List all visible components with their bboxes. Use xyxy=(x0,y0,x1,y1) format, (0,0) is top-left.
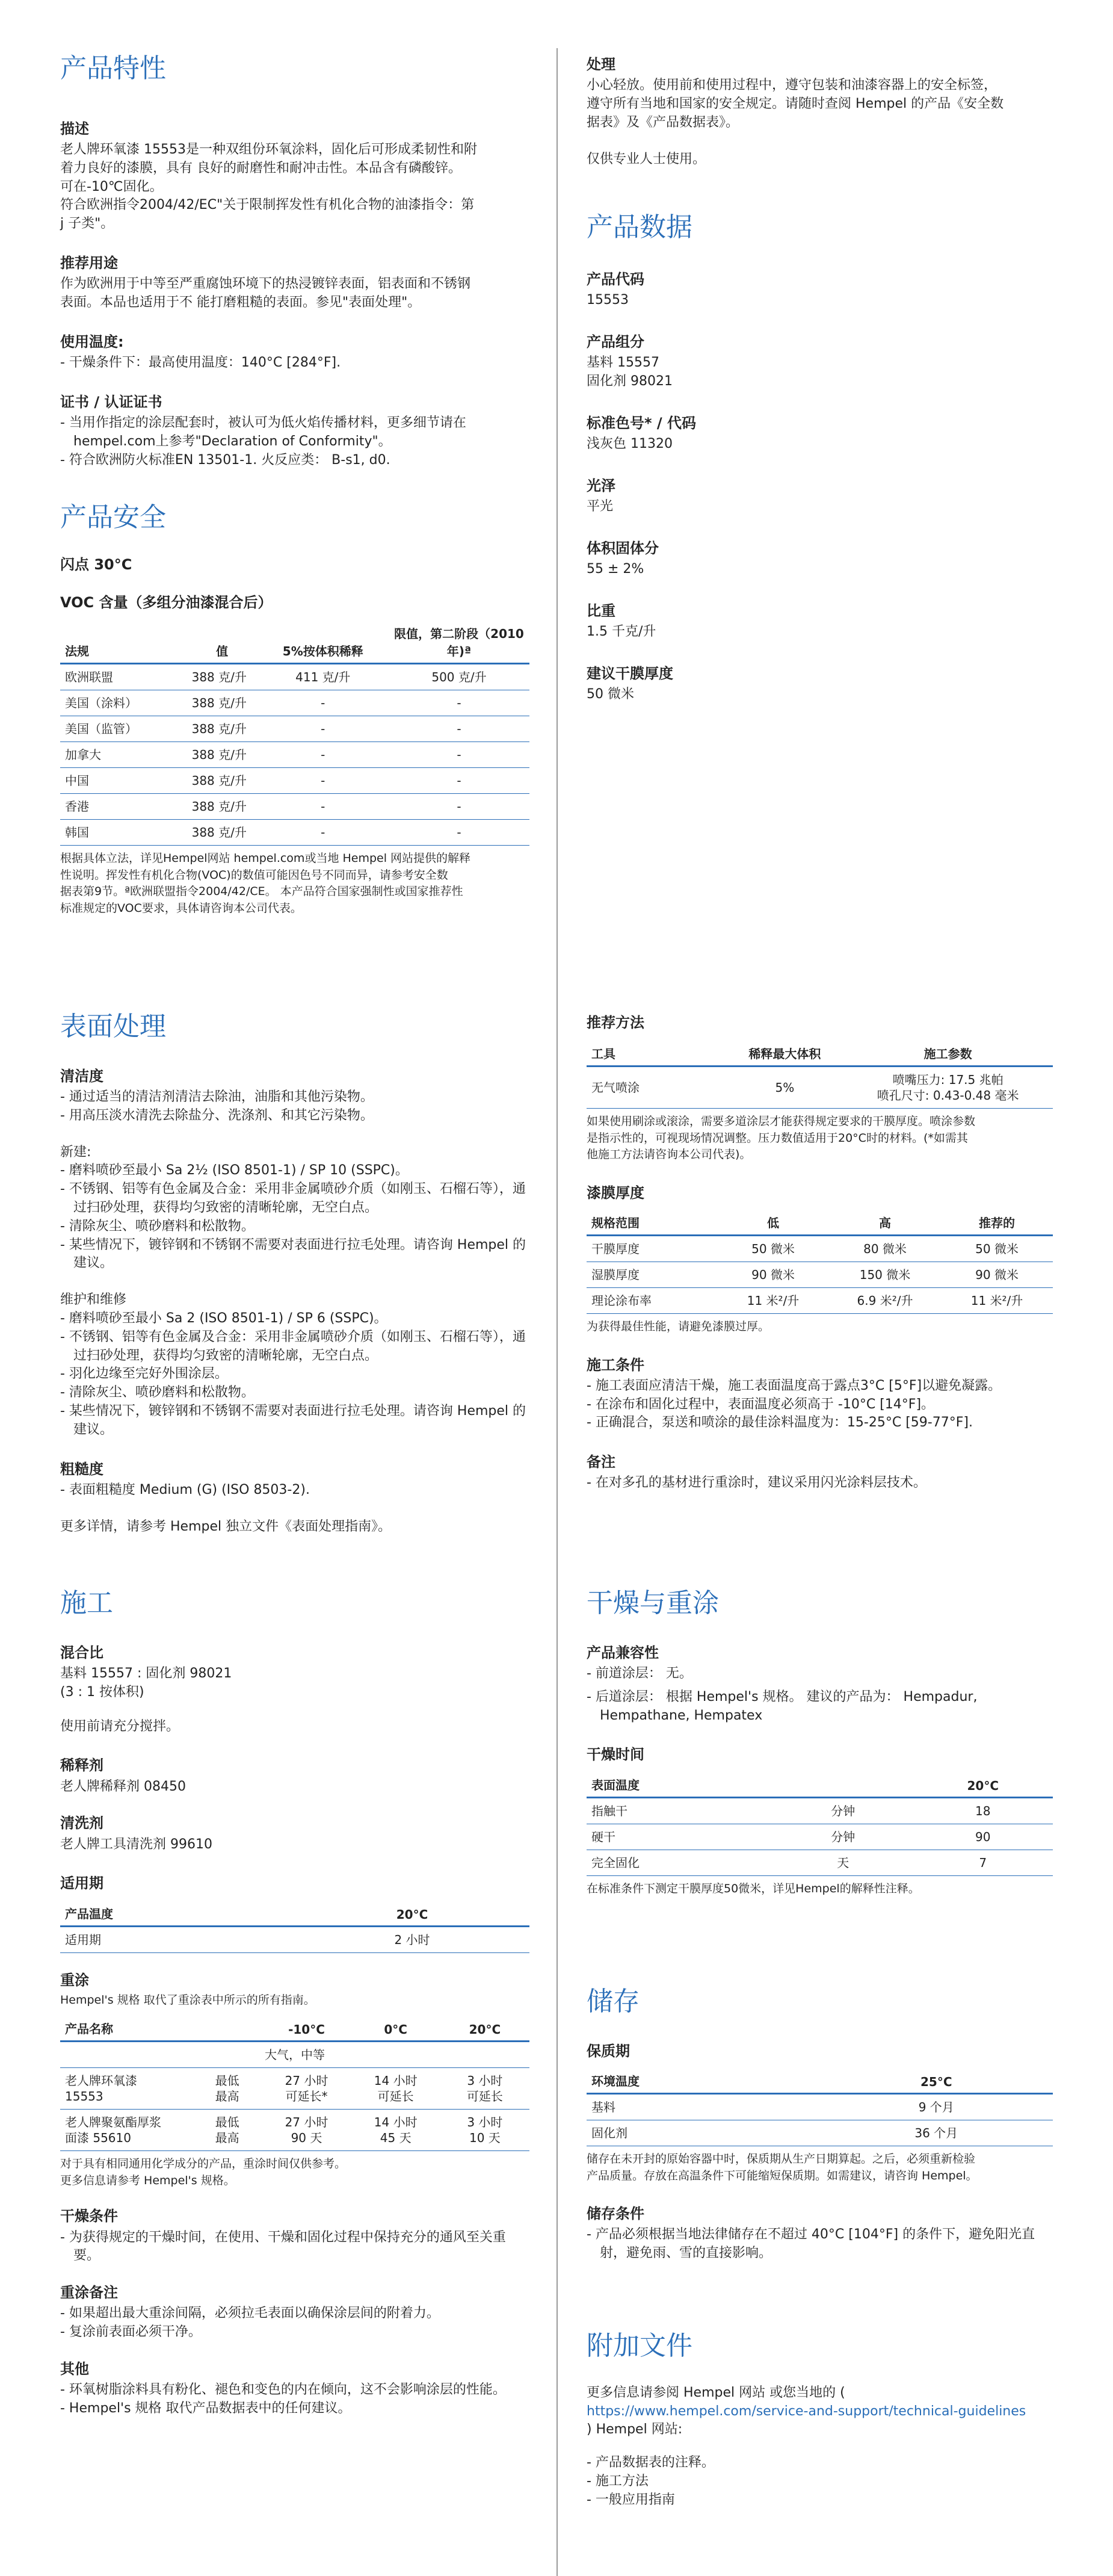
dry-header xyxy=(773,1772,913,1798)
product-data-item xyxy=(587,333,1053,391)
mix-title: 混合比 xyxy=(60,1644,103,1661)
method-title: 推荐方法 xyxy=(587,1014,644,1031)
item-value: 固化剂 98021 xyxy=(587,373,673,389)
recoat-header: 20°C xyxy=(440,2016,529,2042)
value: 45 天 xyxy=(380,2131,412,2146)
cell: 150 微米 xyxy=(829,1262,941,1288)
storage-cond-title: 储存条件 xyxy=(587,2205,644,2223)
cell: 湿膜厚度 xyxy=(587,1262,717,1288)
value: 可延长 xyxy=(377,2089,414,2104)
stir-note: 使用前请充分搅拌。 xyxy=(60,1718,180,1734)
desc-line: 老人牌环氧漆 15553是一种双组份环氧涂料，固化后可形成柔韧性和附 xyxy=(60,141,477,157)
voc-table xyxy=(60,621,529,846)
recoat-note: 更多信息请参考 Hempel's 规格。 xyxy=(60,2173,235,2187)
table-row xyxy=(60,2042,529,2068)
cell: 411 克/升 xyxy=(257,664,389,690)
cell: 美国（涂料） xyxy=(60,690,187,716)
clean-line: - 用高压淡水清洗去除盐分、洗涤剂、和其它污染物。 xyxy=(60,1107,374,1123)
recoat-remark-line: - 复涂前表面必须干净。 xyxy=(60,2324,202,2340)
item-label: 产品代码 xyxy=(587,270,644,288)
column-divider xyxy=(556,48,558,2576)
cell: 388 克/升 xyxy=(187,664,257,690)
max-label: 最高 xyxy=(215,2131,239,2146)
remark-line: - 在对多孔的基材进行重涂时，建议采用闪光涂料层技术。 xyxy=(587,1475,926,1491)
roughness-title: 粗糙度 xyxy=(60,1460,103,1478)
table-row xyxy=(60,1926,529,1952)
handling-title: 处理 xyxy=(587,56,615,73)
item-value: 1.5 千克/升 xyxy=(587,624,656,639)
cell: 美国（监管） xyxy=(60,716,187,742)
pot-header: 产品温度 xyxy=(60,1901,295,1927)
desc-title: 描述 xyxy=(60,120,89,137)
handling-line: 据表》及《产品数据表》。 xyxy=(587,114,739,130)
remark-title: 备注 xyxy=(587,1454,615,1471)
other-line: - 环氧树脂涂料具有粉化、褪色和变色的内在倾向，这不会影响涂层的性能。 xyxy=(60,2382,506,2398)
recoat-header: 产品名称 xyxy=(60,2016,211,2042)
mix-line: 基料 15557 : 固化剂 98021 xyxy=(60,1665,232,1681)
cert-line: hempel.com上参考"Declaration of Conformity"。 xyxy=(73,433,392,449)
dry-time-note: 在标准条件下测定干膜厚度50微米，详见Hempel的解释性注释。 xyxy=(587,1881,920,1895)
cell: 80 微米 xyxy=(829,1236,941,1262)
voc-title: VOC 含量（多组分油漆混合后） xyxy=(60,593,273,611)
storage-section xyxy=(587,1986,1053,2263)
table-row xyxy=(587,1850,1053,1875)
shelf-title: 保质期 xyxy=(587,2042,630,2060)
new-line: - 清除灰尘、喷砂磨料和松散物。 xyxy=(60,1218,254,1234)
voc-note: 性说明。挥发性有机化合物(VOC)的数值可能因色号不同而异，请参考安全数 xyxy=(60,868,448,882)
cell xyxy=(440,2068,529,2110)
product-name: 老人牌聚氨酯厚浆 xyxy=(65,2115,161,2130)
value: 3 小时 xyxy=(467,2115,503,2130)
min-label: 最低 xyxy=(215,2073,239,2088)
maint-line: - 羽化边缘至完好外围涂层。 xyxy=(60,1366,228,1382)
table-row xyxy=(587,1288,1053,1314)
thinner-value: 老人牌稀释剂 08450 xyxy=(60,1779,186,1794)
pot-header: 20°C xyxy=(295,1901,529,1927)
cert-line: - 当用作指定的涂层配套时，被认可为低火焰传播材料，更多细节请在 xyxy=(60,415,466,430)
desc-line: j 子类"。 xyxy=(60,216,114,232)
method-note: 如果使用刷涂或滚涂，需要多道涂层才能获得规定要求的干膜厚度。喷涂参数 xyxy=(587,1115,976,1129)
mix-line: (3 : 1 按体积) xyxy=(60,1684,144,1700)
other-line: - Hempel's 规格 取代产品数据表中的任何建议。 xyxy=(60,2400,351,2416)
section-title-surface-prep: 表面处理 xyxy=(60,1011,166,1042)
cell xyxy=(843,1067,1053,1109)
handling-section xyxy=(587,55,1053,169)
new-line: - 磨料喷砂至最小 Sa 2½ (ISO 8501-1) / SP 10 (SSPC)。 xyxy=(60,1163,409,1178)
cond-line: - 施工表面应清洁干燥，施工表面温度高于露点3°C [5°F]以避免凝露。 xyxy=(587,1378,1002,1393)
item-label: 建议干膜厚度 xyxy=(587,664,673,682)
table-row xyxy=(60,794,529,820)
section-title-drying: 干燥与重涂 xyxy=(587,1588,719,1618)
table-row xyxy=(587,1067,1053,1109)
voc-note: 据表第9节。ª欧洲联盟指令2004/42/CE。 本产品符合国家强制性或国家推荐性 xyxy=(60,885,463,899)
product-data-section xyxy=(587,212,1053,704)
dry-header: 表面温度 xyxy=(587,1772,773,1798)
maint-line: - 磨料喷砂至最小 Sa 2 (ISO 8501-1) / SP 6 (SSPC)。 xyxy=(60,1310,387,1326)
table-row xyxy=(60,690,529,716)
cell: 硬干 xyxy=(587,1824,773,1850)
max-label: 最高 xyxy=(215,2089,239,2104)
conditions-title: 施工条件 xyxy=(587,1356,644,1373)
cell: 5% xyxy=(727,1067,843,1109)
section-title-application: 施工 xyxy=(60,1588,113,1618)
cell: 388 克/升 xyxy=(187,794,257,820)
cell: - xyxy=(257,716,389,742)
cell xyxy=(211,2110,262,2151)
section-title-product-data: 产品数据 xyxy=(587,212,692,243)
clean-line: - 通过适当的清洁剂清洁去除油，油脂和其他污染物。 xyxy=(60,1089,374,1104)
cell: 韩国 xyxy=(60,820,187,846)
desc-line: 着力良好的漆膜，具有 良好的耐磨性和耐冲击性。本品含有磷酸锌。 xyxy=(60,160,461,176)
item-value: 浅灰色 11320 xyxy=(587,436,673,451)
cell: 7 xyxy=(913,1850,1053,1875)
item-label: 标准色号* / 代码 xyxy=(587,414,697,432)
handling-line: 小心轻放。使用前和使用过程中，遵守包装和油漆容器上的安全标签， xyxy=(587,78,997,93)
cell: 90 微米 xyxy=(941,1262,1053,1288)
flash-point: 闪点 30°C xyxy=(60,556,132,573)
thinner-title: 稀释剂 xyxy=(60,1757,103,1774)
cleaner-value: 老人牌工具清洗剂 99610 xyxy=(60,1836,212,1852)
value: 90 天 xyxy=(291,2131,322,2146)
item-label: 产品组分 xyxy=(587,333,644,350)
table-row xyxy=(60,742,529,768)
cell: - xyxy=(389,794,529,820)
cell: 9 个月 xyxy=(820,2093,1053,2120)
recoat-intro: Hempel's 规格 取代了重涂表中所示的所有指南。 xyxy=(60,1993,315,2007)
roughness-line: - 表面粗糙度 Medium (G) (ISO 8503-2). xyxy=(60,1482,310,1497)
doc-list-item: - 一般应用指南 xyxy=(587,2492,675,2507)
doc-list-item: - 产品数据表的注释。 xyxy=(587,2455,715,2471)
table-row xyxy=(587,1797,1053,1824)
cell: 388 克/升 xyxy=(187,716,257,742)
cell: 基料 xyxy=(587,2093,820,2120)
other-title: 其他 xyxy=(60,2360,89,2377)
value: 可延长 xyxy=(466,2089,503,2104)
recoat-header: -10°C xyxy=(262,2016,351,2042)
cell: - xyxy=(389,768,529,794)
table-row xyxy=(587,2093,1053,2120)
cell: 388 克/升 xyxy=(187,820,257,846)
use-line: 表面。本品也适用于不 能打磨粗糙的表面。参见"表面处理"。 xyxy=(60,294,421,310)
cell: 欧洲联盟 xyxy=(60,664,187,690)
recommended-method-section xyxy=(587,1014,1053,1493)
cell: 中国 xyxy=(60,768,187,794)
table-row xyxy=(60,820,529,846)
voc-note: 标准规定的VOC要求，具体请咨询本公司代表。 xyxy=(60,901,302,915)
cell: 加拿大 xyxy=(60,742,187,768)
cell xyxy=(351,2068,440,2110)
table-row xyxy=(587,1262,1053,1288)
method-table xyxy=(587,1041,1053,1109)
recoat-header xyxy=(211,2016,262,2042)
cell: - xyxy=(389,716,529,742)
cell xyxy=(60,2110,211,2151)
cell: - xyxy=(257,690,389,716)
item-value: 15553 xyxy=(587,292,629,308)
table-row xyxy=(587,2120,1053,2146)
desc-line: 可在-10℃固化。 xyxy=(60,179,163,194)
cell: 36 个月 xyxy=(820,2120,1053,2146)
film-header: 规格范围 xyxy=(587,1210,717,1236)
nozzle-size: 喷孔尺寸: 0.43-0.48 毫米 xyxy=(877,1088,1019,1103)
method-header: 稀释最大体积 xyxy=(727,1041,843,1067)
table-row xyxy=(587,1824,1053,1850)
section-title-product-features: 产品特性 xyxy=(60,53,166,84)
table-row xyxy=(60,716,529,742)
cell: 388 克/升 xyxy=(187,768,257,794)
cell: - xyxy=(257,768,389,794)
product-data-item xyxy=(587,477,1053,516)
use-line: 作为欧洲用于中等至严重腐蚀环境下的热浸镀锌表面，铝表面和不锈钢 xyxy=(60,276,471,292)
cell xyxy=(262,2068,351,2110)
surface-more-info: 更多详情，请参考 Hempel 独立文件《表面处理指南》。 xyxy=(60,1519,392,1534)
professional-use: 仅供专业人士使用。 xyxy=(587,151,706,167)
voc-header: 值 xyxy=(187,621,257,664)
surface-prep-section xyxy=(60,1011,529,1536)
film-title: 漆膜厚度 xyxy=(587,1184,644,1201)
cell xyxy=(440,2110,529,2151)
product-name: 老人牌环氧漆 xyxy=(65,2073,137,2088)
film-header: 低 xyxy=(717,1210,829,1236)
method-note: 他施工方法请咨询本公司代表)。 xyxy=(587,1148,751,1162)
cell: 11 米²/升 xyxy=(941,1288,1053,1314)
dry-time-table xyxy=(587,1772,1053,1876)
table-row xyxy=(587,1236,1053,1262)
dry-time-title: 干燥时间 xyxy=(587,1746,644,1763)
drying-section xyxy=(587,1588,1053,1897)
maint-line: - 某些情况下，镀锌钢和不锈钢不需要对表面进行拉毛处理。请咨询 Hempel 的建议。 xyxy=(60,1403,526,1437)
cell: - xyxy=(257,820,389,846)
item-label: 光泽 xyxy=(587,477,615,494)
voc-header: 限值，第二阶段（2010年)ª xyxy=(389,621,529,664)
recoat-environment: 大气，中等 xyxy=(60,2042,529,2068)
cell xyxy=(211,2068,262,2110)
use-title: 推荐用途 xyxy=(60,254,118,271)
film-table xyxy=(587,1210,1053,1314)
cell: 6.9 米²/升 xyxy=(829,1288,941,1314)
dry-cond-line: - 为获得规定的干燥时间，在使用、干燥和固化过程中保持充分的通风至关重要。 xyxy=(60,2229,506,2264)
additional-intro-end: ) Hempel 网站: xyxy=(587,2422,683,2438)
new-title: 新建: xyxy=(60,1144,91,1160)
table-row xyxy=(60,664,529,690)
additional-intro: 更多信息请参阅 Hempel 网站 或您当地的 ( xyxy=(587,2385,845,2400)
maintenance-title: 维护和维修 xyxy=(60,1292,127,1308)
recoat-title: 重涂 xyxy=(60,1971,89,1989)
temp-line: - 干燥条件下：最高使用温度：140°C [284°F]. xyxy=(60,355,341,370)
section-title-storage: 储存 xyxy=(587,1986,640,2017)
storage-cond-line: - 产品必须根据当地法律储存在不超过 40°C [104°F] 的条件下，避免阳光直射，避免雨、雪的直接影响。 xyxy=(587,2227,1035,2261)
product-code: 面漆 55610 xyxy=(65,2131,131,2146)
product-data-item xyxy=(587,539,1053,579)
recoat-header: 0°C xyxy=(351,2016,440,2042)
cell: 500 克/升 xyxy=(389,664,529,690)
cell: 理论涂布率 xyxy=(587,1288,717,1314)
min-label: 最低 xyxy=(215,2115,239,2130)
new-line: - 某些情况下，镀锌钢和不锈钢不需要对表面进行拉毛处理。请咨询 Hempel 的建议。 xyxy=(60,1237,526,1271)
item-label: 体积固体分 xyxy=(587,539,659,557)
voc-header: 5%按体积稀释 xyxy=(257,621,389,664)
value: 14 小时 xyxy=(374,2115,418,2130)
product-data-item xyxy=(587,602,1053,642)
method-header: 工具 xyxy=(587,1041,727,1067)
cell: - xyxy=(257,742,389,768)
cell: 天 xyxy=(773,1850,913,1875)
shelf-note: 储存在未开封的原始容器中时，保质期从生产日期算起。之后，必须重新检验 xyxy=(587,2152,976,2166)
cell: 50 微米 xyxy=(941,1236,1053,1262)
dry-cond-title: 干燥条件 xyxy=(60,2208,118,2225)
table-row xyxy=(60,768,529,794)
compat-line: - 前道涂层： 无。 xyxy=(587,1665,692,1681)
pot-life-table xyxy=(60,1901,529,1953)
item-value: 基料 15557 xyxy=(587,355,659,370)
cell: 分钟 xyxy=(773,1797,913,1824)
doc-list-item: - 施工方法 xyxy=(587,2473,649,2489)
cell: 388 克/升 xyxy=(187,690,257,716)
desc-line: 符合欧洲指令2004/42/EC"关于限制挥发性有机化合物的油漆指令：第 xyxy=(60,197,475,213)
cond-line: - 在涂布和固化过程中，表面温度必须高于 -10°C [14°F]。 xyxy=(587,1396,935,1412)
product-data-item xyxy=(587,414,1053,454)
handling-line: 遵守所有当地和国家的安全规定。请随时查阅 Hempel 的产品《安全数 xyxy=(587,96,1004,111)
cell: 适用期 xyxy=(60,1926,295,1952)
cell: 分钟 xyxy=(773,1824,913,1850)
product-data-item xyxy=(587,270,1053,310)
cell: 干膜厚度 xyxy=(587,1236,717,1262)
cert-title: 证书 / 认证证书 xyxy=(60,393,162,410)
recoat-note: 对于具有相同通用化学成分的产品，重涂时间仅供参考。 xyxy=(60,2157,347,2171)
new-line: - 不锈钢、铝等有色金属及合金：采用非金属喷砂介质（如刚玉、石榴石等），通过扫砂处理，获得均匀致密的清晰轮廓，无空白点。 xyxy=(60,1181,526,1215)
cell: 指触干 xyxy=(587,1797,773,1824)
cell: 388 克/升 xyxy=(187,742,257,768)
cell: 2 小时 xyxy=(295,1926,529,1952)
film-header: 高 xyxy=(829,1210,941,1236)
product-code: 15553 xyxy=(65,2089,103,2104)
hempel-guidelines-link[interactable]: https://www.hempel.com/service-and-support/technical-guidelines xyxy=(587,2403,1026,2419)
value: 3 小时 xyxy=(467,2073,503,2088)
section-title-additional: 附加文件 xyxy=(587,2330,692,2361)
cell: 无气喷涂 xyxy=(587,1067,727,1109)
table-row xyxy=(60,2110,529,2151)
product-safety-section xyxy=(60,502,529,917)
additional-docs-section xyxy=(587,2330,1053,2510)
shelf-note: 产品质量。存放在高温条件下可能缩短保质期。如需建议，请咨询 Hempel。 xyxy=(587,2169,978,2182)
table-row xyxy=(60,2068,529,2110)
cleanliness-title: 清洁度 xyxy=(60,1067,103,1085)
method-note: 是指示性的，可视现场情况调整。压力数值适用于20°C时的材料。(*如需其 xyxy=(587,1131,968,1145)
value: 14 小时 xyxy=(374,2073,418,2088)
shelf-header: 环境温度 xyxy=(587,2068,820,2094)
cell xyxy=(262,2110,351,2151)
cell: 11 米²/升 xyxy=(717,1288,829,1314)
recoat-table xyxy=(60,2016,529,2151)
cond-line: - 正确混合，泵送和喷涂的最佳涂料温度为：15-25°C [59-77°F]. xyxy=(587,1415,973,1431)
section-title-product-safety: 产品安全 xyxy=(60,502,166,533)
cell: 50 微米 xyxy=(717,1236,829,1262)
dry-header: 20°C xyxy=(913,1772,1053,1798)
cell: 香港 xyxy=(60,794,187,820)
cleaner-title: 清洗剂 xyxy=(60,1815,103,1832)
item-value: 平光 xyxy=(587,498,614,514)
cell: 90 xyxy=(913,1824,1053,1850)
cell: - xyxy=(389,690,529,716)
compat-line: - 后道涂层： 根据 Hempel's 规格。 建议的产品为： Hempadur, Hempathane, Hempatex xyxy=(587,1689,978,1723)
cell: - xyxy=(389,820,529,846)
film-header: 推荐的 xyxy=(941,1210,1053,1236)
cert-line: - 符合欧洲防火标准EN 13501-1. 火反应类： B-s1, d0. xyxy=(60,452,390,468)
temp-title: 使用温度: xyxy=(60,333,124,350)
method-header: 施工参数 xyxy=(843,1041,1053,1067)
cell: - xyxy=(257,794,389,820)
item-value: 55 ± 2% xyxy=(587,561,644,577)
item-value: 50 微米 xyxy=(587,686,634,702)
value: 27 小时 xyxy=(285,2073,328,2088)
spray-pressure: 喷嘴压力: 17.5 兆帕 xyxy=(892,1073,1004,1088)
application-section xyxy=(60,1588,529,2418)
value: 可延长* xyxy=(285,2089,328,2104)
pot-life-title: 适用期 xyxy=(60,1875,103,1892)
cell: 完全固化 xyxy=(587,1850,773,1875)
shelf-header: 25°C xyxy=(820,2068,1053,2094)
cell: - xyxy=(389,742,529,768)
film-note: 为获得最佳性能，请避免漆膜过厚。 xyxy=(587,1320,770,1334)
product-features-section xyxy=(60,53,529,469)
maint-line: - 清除灰尘、喷砂磨料和松散物。 xyxy=(60,1385,254,1401)
value: 27 小时 xyxy=(285,2115,328,2130)
voc-header: 法规 xyxy=(60,621,187,664)
voc-note: 根据具体立法，详见Hempel网站 hempel.com或当地 Hempel 网站提供的解释 xyxy=(60,852,471,865)
recoat-remark-line: - 如果超出最大重涂间隔，必须拉毛表面以确保涂层间的附着力。 xyxy=(60,2306,440,2321)
recoat-remark-title: 重涂备注 xyxy=(60,2284,118,2302)
value: 10 天 xyxy=(469,2131,501,2146)
item-label: 比重 xyxy=(587,602,615,619)
cell xyxy=(351,2110,440,2151)
cell: 18 xyxy=(913,1797,1053,1824)
cell: 固化剂 xyxy=(587,2120,820,2146)
maint-line: - 不锈钢、铝等有色金属及合金：采用非金属喷砂介质（如刚玉、石榴石等），通过扫砂处理，获得均匀致密的清晰轮廓，无空白点。 xyxy=(60,1329,526,1363)
compat-title: 产品兼容性 xyxy=(587,1644,659,1661)
product-data-item xyxy=(587,664,1053,704)
cell xyxy=(60,2068,211,2110)
cell: 90 微米 xyxy=(717,1262,829,1288)
shelf-life-table xyxy=(587,2068,1053,2146)
